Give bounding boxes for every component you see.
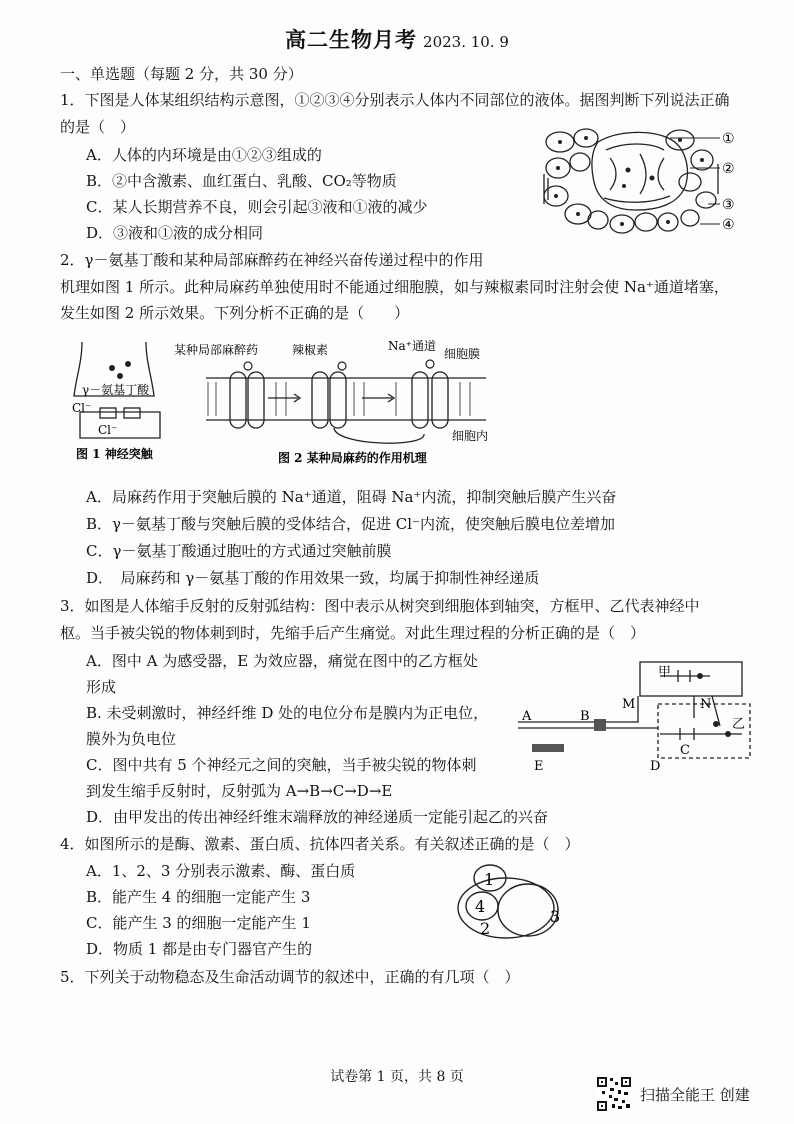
fig2-capsaicin-label: 辣椒素 <box>292 343 329 357</box>
q3-option-d: D．由甲发出的传出神经纤维末端释放的神经递质一定能引起乙的兴奋 <box>86 808 549 826</box>
q3-option-b-line1: B. 未受刺激时，神经纤维 D 处的电位分布是膜内为正电位， <box>86 704 489 722</box>
fig2-membrane-label: 细胞膜 <box>444 347 481 361</box>
q3-label-jia: 甲 <box>658 665 672 680</box>
q4-option-b: B．能产生 4 的细胞一定能产生 3 <box>86 888 311 906</box>
q1-label-3: ③ <box>722 197 735 213</box>
q3-label-e: E <box>534 759 544 774</box>
q3-label-d: D <box>650 759 661 774</box>
fig2-anesthetic-label: 某种局部麻醉药 <box>174 343 259 357</box>
q2-stem-line2: 机理如图 1 所示。此种局麻药单独使用时不能通过细胞膜，如与辣椒素同时注射会使 Na⁺通道堵塞， <box>60 278 729 296</box>
q4-option-a: A．1、2、3 分别表示激素、酶、蛋白质 <box>86 862 356 880</box>
q3-label-yi: 乙 <box>732 717 746 732</box>
q4-option-c: C．能产生 3 的细胞一定能产生 1 <box>86 914 311 932</box>
q4-stem: 4．如图所示的是酶、激素、蛋白质、抗体四者关系。有关叙述正确的是（ ） <box>60 835 580 853</box>
q3-label-b: B <box>580 709 590 724</box>
q2-stem-line1: 2．γ－氨基丁酸和某种局部麻醉药在神经兴奋传递过程中的作用 <box>60 251 484 269</box>
q1-stem-line2: 的是（ ） <box>60 118 136 136</box>
q1-option-c: C．某人长期营养不良，则会引起③液和①液的减少 <box>86 198 428 216</box>
section-heading: 一、单选题（每题 2 分，共 30 分） <box>60 65 303 83</box>
page-title <box>0 24 794 54</box>
q1-label-1: ① <box>722 131 735 147</box>
exam-title: 高二生物月考 <box>285 27 418 52</box>
q2-option-c: C．γ－氨基丁酸通过胞吐的方式通过突触前膜 <box>86 542 392 560</box>
q4-label-2: 2 <box>480 919 491 938</box>
q3-option-c-line2: 到发生缩手反射时，反射弧为 A→B→C→D→E <box>86 782 393 800</box>
q3-label-m: M <box>622 697 636 712</box>
q1-stem-line1: 1．下图是人体某组织结构示意图，①②③④分别表示人体内不同部位的液体。据图判断下列说法正确 <box>60 91 730 109</box>
q4-option-d: D．物质 1 都是由专门器官产生的 <box>86 940 313 958</box>
q3-option-c-line1: C．图中共有 5 个神经元之间的突触，当手被尖锐的物体刺 <box>86 756 477 774</box>
fig1-cl-bottom: Cl⁻ <box>98 423 118 437</box>
q4-label-1: 1 <box>484 870 495 889</box>
q3-option-b-line2: 膜外为负电位 <box>86 730 177 748</box>
q3-label-a: A <box>522 709 532 724</box>
q1-option-a: A．人体的内环境是由①②③组成的 <box>86 146 322 164</box>
fig1-cl-top: Cl⁻ <box>72 401 92 415</box>
q4-venn-figure <box>456 860 568 944</box>
q4-label-4: 4 <box>475 897 486 916</box>
fig1-caption: 图 1 神经突触 <box>76 447 153 461</box>
q1-label-2: ② <box>722 161 735 177</box>
page-footer: 试卷第 1 页，共 8 页 <box>330 1069 464 1085</box>
q5-stem: 5．下列关于动物稳态及生命活动调节的叙述中，正确的有几项（ ） <box>60 968 520 986</box>
q4-label-3: 3 <box>550 907 561 926</box>
watermark-text: 扫描全能王 创建 <box>640 1086 750 1104</box>
fig1-gaba-label: γ－氨基丁酸 <box>82 383 150 397</box>
q1-option-d: D．③液和①液的成分相同 <box>86 224 264 242</box>
exam-date: 2023. 10. 9 <box>423 33 509 51</box>
fig2-caption: 图 2 某种局麻药的作用机理 <box>278 451 427 465</box>
q2-option-b: B．γ－氨基丁酸与突触后膜的受体结合，促进 Cl⁻内流，使突触后膜电位差增加 <box>86 515 615 533</box>
scanner-watermark <box>596 1076 786 1116</box>
qr-code-icon <box>596 1076 632 1112</box>
q3-stem-line2: 枢。当手被尖锐的物体刺到时，先缩手后产生痛觉。对此生理过程的分析正确的是（ ） <box>60 624 646 642</box>
q2-figure-2 <box>174 336 496 466</box>
fig2-inside-label: 细胞内 <box>452 429 489 443</box>
q1-option-b: B．②中含激素、血红蛋白、乳酸、CO₂等物质 <box>86 172 397 190</box>
q2-option-d: D． 局麻药和 γ－氨基丁酸的作用效果一致，均属于抑制性神经递质 <box>86 569 540 587</box>
q2-figure-1 <box>72 342 168 462</box>
q1-tissue-figure <box>540 124 740 242</box>
q2-option-a: A．局麻药作用于突触后膜的 Na⁺通道，阻碍 Na⁺内流，抑制突触后膜产生兴奋 <box>86 488 617 506</box>
q2-stem-line3: 发生如图 2 所示效果。下列分析不正确的是（ ） <box>60 304 410 322</box>
q3-label-c: C <box>680 743 690 758</box>
q1-label-4: ④ <box>722 217 735 233</box>
q3-option-a-line1: A．图中 A 为感受器，E 为效应器，痛觉在图中的乙方框处 <box>86 652 478 670</box>
q3-option-a-line2: 形成 <box>86 678 117 696</box>
fig2-na-channel-label: Na⁺通道 <box>388 339 436 353</box>
q3-label-n: N <box>700 697 712 712</box>
q3-reflex-arc-figure <box>510 658 760 774</box>
q3-stem-line1: 3．如图是人体缩手反射的反射弧结构：图中表示从树突到细胞体到轴突，方框甲、乙代表神经中 <box>60 597 700 615</box>
